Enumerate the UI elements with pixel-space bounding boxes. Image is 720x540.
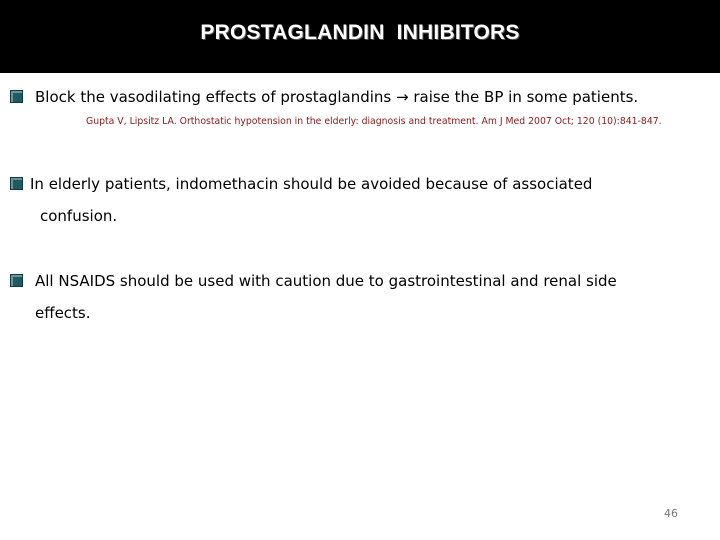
slide-title: PROSTAGLANDIN INHIBITORS [200,21,520,44]
square-bullet-icon [10,90,23,103]
title-bar [0,0,720,73]
bullet-3-line-1: All NSAIDS should be used with caution due to gastrointestinal and renal side [35,272,617,290]
bullet-2-line-2: confusion. [40,207,118,225]
bullet-1-line-1: Block the vasodilating effects of prostaglandins → raise the BP in some patients. [35,88,639,106]
square-bullet-icon [10,274,23,287]
bullet-2-line-1: In elderly patients, indomethacin should be avoided because of associated [30,175,593,193]
citation: Gupta V, Lipsitz LA. Orthostatic hypotension in the elderly: diagnosis and treatment. Am J Med 2007 Oct; 120 (10):841-847. [86,116,662,127]
bullet-3-line-2: effects. [35,304,91,322]
square-bullet-icon [10,177,23,190]
page-number: 46 [664,507,678,520]
